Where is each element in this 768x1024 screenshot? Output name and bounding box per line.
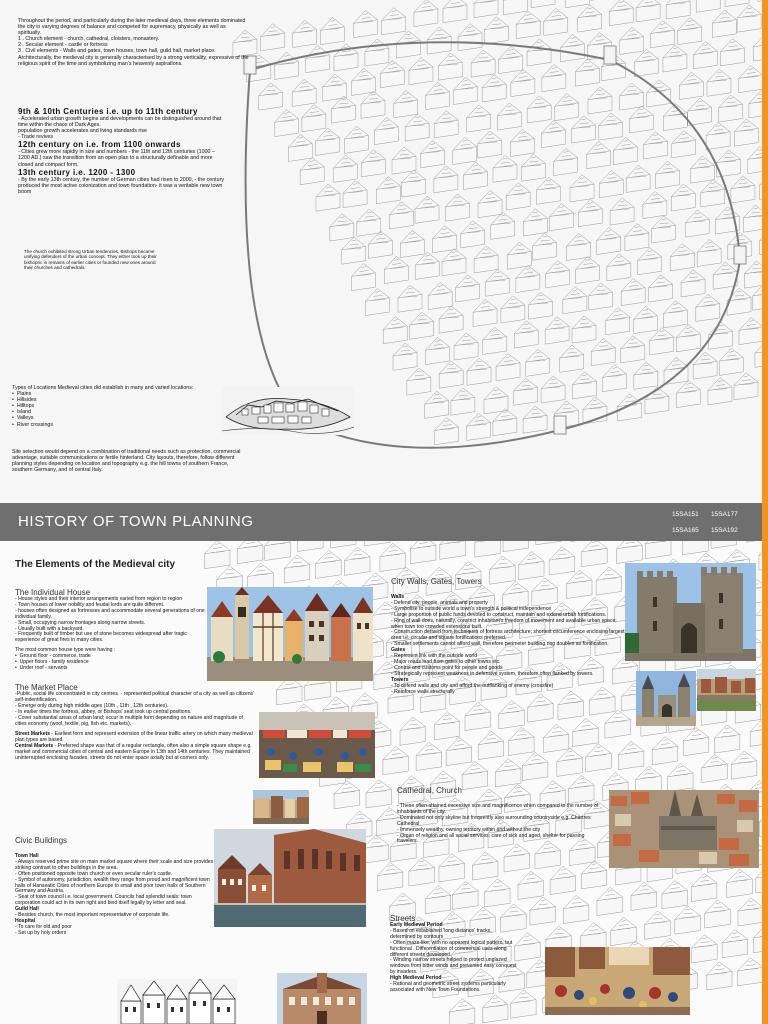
house-text-line: - Usually built with a backyard. [15,625,84,632]
guild-hall-sketch [117,979,237,1024]
hospital-text-line: - To care for old and poor [15,923,72,930]
walls-text-line: - Construction derived from techniques of fortress architecture; shortest circumference enclosing largest area i.e. circular and square fortifications preferred. [391,629,625,642]
town-hall-text-line: - Symbol of autonomy, jurisdiction, wealth they range from proud and magnificent town halls of Hanseatic Cities of northern Europe to small and poor town halls of Southern Germany and Austria. [15,876,210,895]
location-hillsides: • Hillsides [12,397,37,404]
cathedral-text-line: - Organ of religion and all social services: care of sick and aged, shelter for passing travelers. [397,832,585,845]
civic-buildings-text [15,854,215,937]
early-streets-text-line: - Winding narrow streets helped to protect unglazed windows from bitter winds and prevented easy conquest by invaders. [390,957,517,976]
medieval-city-sketch [0,0,762,503]
guild-hall-drawing [117,979,237,1024]
cathedral-heading: Cathedral, Church [397,786,462,795]
timber-houses-illustration [207,587,373,681]
market-place-text [15,692,255,762]
civic-buildings-heading: Civic Buildings [15,836,68,845]
individual-house-heading: The Individual House [15,588,91,597]
location-plains: • Plains [12,391,32,398]
early-streets-text-line: - Based on established 'long distance' tracks, determined by contours [390,927,492,940]
location-hilltops-label: Hilltops [16,403,35,410]
text-12th-century: - Cities grew more rapidly in size and numbers - the 11th and 12th centuries (1000 – 1200 AD.) saw the transition from an open plan to a structurally definable and more closed and compact form. [18,149,215,168]
towers-text-line: - To defend walls and city and afford the outflanking of enemy (crossfire) [391,682,554,689]
house-type-upper: Upper floors - family residence [19,659,89,666]
market-text-line: -Public, social life concentrated in city centres. - represented political character of a city as well as citizens' self-indentification. [15,691,255,703]
hospital-text-line: - Set up by holy orders [15,929,67,936]
market-photo [259,712,375,778]
streets-heading: Streets [390,914,416,923]
elements-section [0,541,762,1024]
house-type-roof: Under roof - servants [19,664,68,671]
fortified-gate-illustration [636,671,696,726]
castle-towers-illustration [625,563,756,661]
intro-text-block [18,18,250,67]
student-code: 15SA192 [711,527,738,534]
towers-text-line: - Reinforce walls structurally [391,688,455,695]
individual-house-text [15,597,205,672]
heading-12th-century: 12th century on i.e. from 1100 onwards [18,140,181,150]
location-river-crossings: • River crossings [12,421,54,428]
hospital-building-photo [277,973,367,1024]
town-hall-text-line: - Often positioned opposite town church or even secular ruler's castle. [15,870,173,877]
location-hilltops: • Hilltops [12,403,35,410]
town-hall-text-line: - Always reserved prime site on main market square where their scale and size provides striking contrast to other buildings in the area. [15,858,214,871]
castle-towers-photo [625,563,756,661]
canal-buildings-illustration [214,829,366,927]
house-type-ground: Ground floor - commerce, trade [19,653,91,660]
market-square-illustration [253,790,309,824]
gates-label: Gates [391,647,406,654]
high-medieval-label: High Medieval Period [390,975,442,982]
gates-text-line: - Represent link with the outside world [391,653,478,660]
house-types-heading: The most common house type were having : [15,647,116,654]
early-medieval-label: Early Medieval Period [390,922,443,928]
cathedral-text-line: - These often attained excessive size and magnificence when compared to the number of inhabitants of the city. [397,803,599,815]
location-island-label: Island [16,409,31,416]
gates-text-line: - Major roads lead from gates to other towns etc. [391,658,501,665]
town-hall-label: Town Hall [15,853,39,859]
text-13th-century: - By the early 13th century, the number of German cities had risen to 2000, - the century produced the most active colonization and town foundation- it was a veritable new town boom [18,176,224,195]
central-markets-description: - Preferred shape was that of a regular rectangle, often also a simple square shape e.g. market and commercial cities of central and eastern Europe in 13th and 14th centuries. They maintained uninterrupted enclosing facades, streets do not enter space axially but at corners only. [15,743,252,762]
house-text-line: - Small, occupying narrow frontages along narrow streets. [15,619,146,626]
walls-text-line: - Smaller settlements cannot afford wall, therefore perimeter building ring doubles as fortification. [391,641,609,648]
fortified-gate-photo [636,671,696,726]
medieval-street-illustration [545,947,690,1015]
intro-item-secular: 2 . Secular element - castle or fortress [18,42,108,49]
market-square-photo [253,790,309,824]
hospital-label: Hospital [15,917,36,924]
cathedral-city-illustration [609,790,759,868]
student-code: 15SA165 [672,527,699,534]
guild-hall-text: - Besides church, the most important representative of corporate life. [15,912,170,919]
cathedral-text [397,804,605,845]
intro-item-church: 1 . Church element - church, cathedral, cloisters, monastery. [18,36,160,43]
market-text-line: - In earlier times the fortress, abbey, or Bishops' seat took up central positions. [15,708,192,715]
cathedral-aerial-photo [609,790,759,868]
orange-edge-bar [762,0,768,1024]
elements-heading: The Elements of the Medieval city [15,559,176,570]
streets-text [390,923,518,994]
centuries-text-block [18,107,228,195]
city-walls-text [391,595,627,695]
title-bar [0,503,762,541]
text-population-growth: population growth accelerates and living standards rise [18,128,147,135]
house-text-line: - houses often designed as fortresses and accommodate several generations of one individual family. [15,607,205,620]
house-text-line: - Town houses of lower nobility and feudal lords are quite different. [15,601,165,608]
site-selection-block [12,449,246,473]
hospital-building-illustration [277,973,367,1024]
site-selection-text: Site selection would depend on a combination of traditional needs such as protection, commercial advantage, suitable communications or fertile hinterland. City layouts, therefore, follow different planning styles depending on location and topography e.g. the hill towns of southern France, southern Germany, and of central Italy. [12,449,241,474]
house-street-photo [207,587,373,681]
location-hillsides-label: Hillsides [16,397,37,404]
text-trade-revives: - Trade revives [18,134,54,141]
location-river-crossings-label: River crossings [16,421,54,428]
cathedral-text-line: - Immensely wealthy, owning territory within and without the city [397,826,541,833]
market-text-line: - Emerge only during high middle ages (10th , 11th , 12th centuries). [15,702,169,709]
house-type-item: • Under roof - servants [15,664,68,671]
walls-text-line: - Large proportion of public funds devoted to construct, maintain and extend urban fortifications. [391,611,607,618]
market-stalls-illustration [259,712,375,778]
gates-text-line: - Strategically represent weakness in defensive system, therefore often flanked by towers. [391,670,594,677]
walled-town-photo [697,669,756,711]
location-valleys-label: Valleys [16,415,34,422]
walls-text-line: - Ring of wall does, naturally, constrict inhabitant's freedom of movement and available urban space; when town too crowded extensions built. [391,617,617,630]
early-streets-text-line: - Often maze-like, with no apparent logical pattern, but functional . Differentiation of commercial uses along different streets developed. [390,939,513,958]
page-title: HISTORY OF TOWN PLANNING [18,513,254,530]
locations-heading: Types of Locations Medieval cities did establish in many and varied locations: [12,385,194,391]
location-valleys: • Valleys [12,415,34,422]
high-streets-text-line: - Rational and geometric street systems particularly associated with New Town Foundations. [390,981,506,993]
intro-architecture: Architecturally, the medieval city is generally characterised by a strong verticality, expressive of the religious spirit of the time and symbolizing man's heavenly aspirations. [18,54,249,67]
gates-text-line: - Control and customs point for people and goods [391,664,503,671]
street-scene-painting [545,947,690,1015]
walled-town-illustration [697,669,756,711]
guild-hall-label: Guild Hall [15,906,39,913]
walls-label: Walls [391,594,405,600]
street-markets-label: Street Markets [15,731,51,738]
house-type-item: • Ground floor - commerce, trade [15,653,91,660]
house-text-line: - House styles and their interior arrangements varied from region to region [15,596,183,602]
walls-text-line: - Defend city, people, animals and property [391,599,488,606]
city-walls-heading: City Walls, Gates, Towers [391,577,482,586]
intro-item-civil: 3 . Civil elements - Walls and gates, town houses, town hall, guild hall, market place. [18,48,216,55]
street-markets-description: - Earliest form and represent extension of the linear traffic artery on which many medieval plan types are based. [15,731,253,744]
market-place-heading: The Market Place [15,683,78,692]
locations-block [12,385,202,428]
location-island: • Island [12,409,31,416]
location-plains-label: Plains [16,391,32,398]
church-note [24,249,159,271]
town-hall-canal-photo [214,829,366,927]
central-markets-label: Central Markets [15,743,54,750]
cathedral-text-line: - Dominated not only skyline but frequently also surrounding countryside e.g. Chartres Cathedral [397,814,591,827]
church-note-text: The church exhibited strong Urban tendencies. Bishops became unifying defenders of the urban concept. They either took up their bishopric in remains of earlier cities or founded new ones around their churches and cathedrals. [24,249,157,271]
walls-text-line: - Symbolise to outside world a town's strength & political independence [391,605,552,612]
student-code: 15SA151 [672,511,699,518]
heading-9th-10th-centuries: 9th & 10th Centuries i.e. up to 11th century [18,107,198,116]
hill-town-sketch-thumbnail [222,387,354,435]
towers-label: Towers [391,676,409,683]
market-text-line: - Cover substantial areas of urban land; occur in multiple form depending on nature and magnitude of cities economy (wool, textile, pig, fish etc. markets). [15,714,243,727]
town-hall-text-line: - Seat of town council i.e. local government. Councils had splendid seals: town corporation could act in its own right and bind itself legally by letter and seal. [15,894,192,907]
house-text-line: - Frequently built of timber but use of stone becomes widespread after tragic experience of great fires in many cities. [15,631,187,644]
heading-13th-century: 13th century i.e. 1200 - 1300 [18,167,136,177]
hill-town-sketch [222,387,354,435]
student-code: 15SA177 [711,511,738,518]
intro-paragraph: Throughout the period, and particularly during the later medieval days, three elements dominated the city in varying degrees of balance and competed for supremacy, physically as well as spiritually. [18,18,246,37]
text-9th-century: - Accelerated urban growth begins and developments can be distinguished around that time within the chaos of Dark Ages. [18,116,222,129]
house-type-item: • Upper floors - family residence [15,659,89,666]
central-markets-text [15,744,255,762]
